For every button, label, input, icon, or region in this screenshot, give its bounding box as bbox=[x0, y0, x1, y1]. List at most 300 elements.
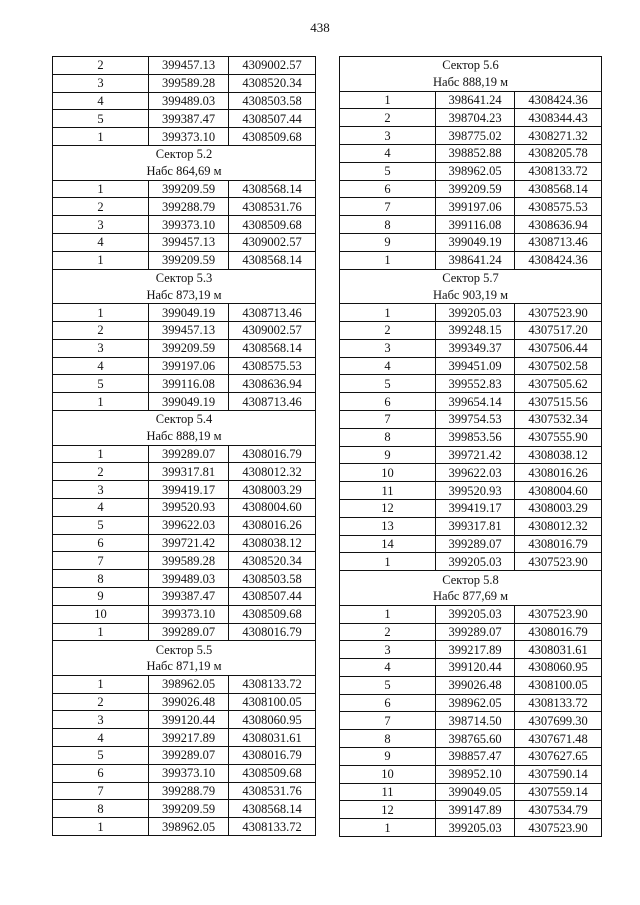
point-number: 8 bbox=[340, 730, 436, 748]
point-number: 12 bbox=[340, 499, 436, 517]
point-number: 3 bbox=[340, 641, 436, 659]
sector-title: Сектор 5.3 bbox=[53, 269, 316, 286]
x-coordinate: 399457.13 bbox=[149, 57, 229, 75]
point-number: 2 bbox=[53, 198, 149, 216]
table-row bbox=[53, 675, 316, 693]
sector-elevation: Набс 873,19 м bbox=[53, 286, 316, 303]
point-number: 2 bbox=[340, 623, 436, 641]
table-row bbox=[340, 180, 602, 198]
y-coordinate: 4307506.44 bbox=[515, 339, 602, 357]
point-number: 3 bbox=[53, 216, 149, 234]
x-coordinate: 398714.50 bbox=[436, 712, 515, 730]
table-row bbox=[53, 552, 316, 570]
x-coordinate: 399116.08 bbox=[436, 216, 515, 234]
y-coordinate: 4307523.90 bbox=[515, 819, 602, 837]
y-coordinate: 4308568.14 bbox=[229, 251, 316, 269]
table-row bbox=[340, 464, 602, 482]
x-coordinate: 399197.06 bbox=[149, 357, 229, 375]
table-row bbox=[340, 765, 602, 783]
x-coordinate: 399373.10 bbox=[149, 764, 229, 782]
x-coordinate: 399209.59 bbox=[149, 251, 229, 269]
table-row bbox=[340, 233, 602, 251]
y-coordinate: 4308509.68 bbox=[229, 605, 316, 623]
x-coordinate: 399489.03 bbox=[149, 570, 229, 588]
point-number: 13 bbox=[340, 517, 436, 535]
point-number: 3 bbox=[53, 339, 149, 357]
x-coordinate: 399373.10 bbox=[149, 216, 229, 234]
point-number: 2 bbox=[53, 693, 149, 711]
y-coordinate: 4307559.14 bbox=[515, 783, 602, 801]
table-row bbox=[340, 730, 602, 748]
sector-elevation-row bbox=[340, 286, 602, 303]
y-coordinate: 4307502.58 bbox=[515, 357, 602, 375]
sector-header-row bbox=[340, 571, 602, 588]
x-coordinate: 399489.03 bbox=[149, 92, 229, 110]
point-number: 2 bbox=[53, 57, 149, 75]
y-coordinate: 4308531.76 bbox=[229, 198, 316, 216]
point-number: 11 bbox=[340, 482, 436, 500]
x-coordinate: 399317.81 bbox=[436, 517, 515, 535]
point-number: 10 bbox=[53, 605, 149, 623]
y-coordinate: 4309002.57 bbox=[229, 321, 316, 339]
y-coordinate: 4308038.12 bbox=[229, 534, 316, 552]
point-number: 1 bbox=[340, 819, 436, 837]
point-number: 7 bbox=[340, 410, 436, 428]
y-coordinate: 4308016.79 bbox=[515, 623, 602, 641]
table-row bbox=[53, 729, 316, 747]
table-row bbox=[53, 57, 316, 75]
table-row bbox=[53, 747, 316, 765]
x-coordinate: 398952.10 bbox=[436, 765, 515, 783]
point-number: 2 bbox=[340, 109, 436, 127]
table-row bbox=[340, 109, 602, 127]
point-number: 9 bbox=[340, 233, 436, 251]
x-coordinate: 399622.03 bbox=[149, 516, 229, 534]
y-coordinate: 4308344.43 bbox=[515, 109, 602, 127]
x-coordinate: 399457.13 bbox=[149, 321, 229, 339]
x-coordinate: 398704.23 bbox=[436, 109, 515, 127]
point-number: 1 bbox=[53, 445, 149, 463]
table-row bbox=[53, 516, 316, 534]
table-row bbox=[340, 553, 602, 571]
table-row bbox=[340, 712, 602, 730]
x-coordinate: 398775.02 bbox=[436, 127, 515, 145]
point-number: 9 bbox=[340, 446, 436, 464]
point-number: 2 bbox=[340, 321, 436, 339]
x-coordinate: 399205.03 bbox=[436, 819, 515, 837]
x-coordinate: 399209.59 bbox=[149, 800, 229, 818]
sector-title: Сектор 5.2 bbox=[53, 145, 316, 162]
y-coordinate: 4308016.26 bbox=[515, 464, 602, 482]
point-number: 3 bbox=[340, 339, 436, 357]
point-number: 4 bbox=[340, 357, 436, 375]
y-coordinate: 4307699.30 bbox=[515, 712, 602, 730]
table-row bbox=[53, 570, 316, 588]
sector-title: Сектор 5.4 bbox=[53, 410, 316, 427]
table-row bbox=[340, 144, 602, 162]
table-row bbox=[53, 463, 316, 481]
y-coordinate: 4308503.58 bbox=[229, 92, 316, 110]
point-number: 3 bbox=[53, 74, 149, 92]
y-coordinate: 4308060.95 bbox=[229, 711, 316, 729]
point-number: 7 bbox=[53, 782, 149, 800]
table-row bbox=[53, 180, 316, 198]
point-number: 8 bbox=[53, 800, 149, 818]
y-coordinate: 4308016.79 bbox=[229, 623, 316, 641]
x-coordinate: 398852.88 bbox=[436, 144, 515, 162]
point-number: 5 bbox=[340, 162, 436, 180]
x-coordinate: 398641.24 bbox=[436, 91, 515, 109]
table-row bbox=[53, 251, 316, 269]
table-row bbox=[53, 74, 316, 92]
table-row bbox=[340, 748, 602, 766]
table-row bbox=[340, 819, 602, 837]
left-coordinate-table bbox=[52, 56, 316, 836]
point-number: 4 bbox=[340, 144, 436, 162]
point-number: 1 bbox=[340, 251, 436, 269]
point-number: 1 bbox=[340, 553, 436, 571]
point-number: 5 bbox=[53, 110, 149, 128]
point-number: 6 bbox=[340, 694, 436, 712]
point-number: 7 bbox=[340, 198, 436, 216]
x-coordinate: 399419.17 bbox=[436, 499, 515, 517]
table-row bbox=[340, 410, 602, 428]
sector-title: Сектор 5.6 bbox=[340, 57, 602, 74]
x-coordinate: 399289.07 bbox=[149, 445, 229, 463]
table-row bbox=[53, 764, 316, 782]
y-coordinate: 4308012.32 bbox=[229, 463, 316, 481]
sector-header-row bbox=[53, 145, 316, 162]
sector-elevation: Набс 877,69 м bbox=[340, 588, 602, 605]
table-row bbox=[53, 818, 316, 836]
point-number: 5 bbox=[340, 375, 436, 393]
point-number: 14 bbox=[340, 535, 436, 553]
x-coordinate: 399654.14 bbox=[436, 393, 515, 411]
y-coordinate: 4307515.56 bbox=[515, 393, 602, 411]
point-number: 4 bbox=[340, 659, 436, 677]
x-coordinate: 399026.48 bbox=[149, 693, 229, 711]
y-coordinate: 4309002.57 bbox=[229, 233, 316, 251]
y-coordinate: 4308509.68 bbox=[229, 764, 316, 782]
point-number: 1 bbox=[340, 605, 436, 623]
x-coordinate: 398962.05 bbox=[436, 694, 515, 712]
y-coordinate: 4308503.58 bbox=[229, 570, 316, 588]
x-coordinate: 399217.89 bbox=[436, 641, 515, 659]
table-row bbox=[53, 128, 316, 146]
x-coordinate: 399451.09 bbox=[436, 357, 515, 375]
point-number: 10 bbox=[340, 765, 436, 783]
x-coordinate: 399289.07 bbox=[436, 535, 515, 553]
table-row bbox=[53, 304, 316, 322]
table-row bbox=[53, 587, 316, 605]
table-row bbox=[340, 216, 602, 234]
point-number: 1 bbox=[53, 128, 149, 146]
y-coordinate: 4308004.60 bbox=[515, 482, 602, 500]
x-coordinate: 399288.79 bbox=[149, 782, 229, 800]
point-number: 5 bbox=[53, 516, 149, 534]
sector-title: Сектор 5.7 bbox=[340, 269, 602, 286]
x-coordinate: 398765.60 bbox=[436, 730, 515, 748]
sector-elevation-row bbox=[340, 588, 602, 605]
y-coordinate: 4308016.79 bbox=[515, 535, 602, 553]
y-coordinate: 4307517.20 bbox=[515, 321, 602, 339]
x-coordinate: 398962.05 bbox=[436, 162, 515, 180]
y-coordinate: 4308713.46 bbox=[229, 393, 316, 411]
sector-header-row bbox=[340, 269, 602, 286]
x-coordinate: 399589.28 bbox=[149, 74, 229, 92]
x-coordinate: 399589.28 bbox=[149, 552, 229, 570]
point-number: 8 bbox=[340, 428, 436, 446]
table-row bbox=[53, 711, 316, 729]
y-coordinate: 4308271.32 bbox=[515, 127, 602, 145]
x-coordinate: 399289.07 bbox=[436, 623, 515, 641]
x-coordinate: 399289.07 bbox=[149, 747, 229, 765]
y-coordinate: 4308100.05 bbox=[229, 693, 316, 711]
table-row bbox=[53, 92, 316, 110]
table-row bbox=[53, 605, 316, 623]
x-coordinate: 399120.44 bbox=[436, 659, 515, 677]
point-number: 1 bbox=[53, 304, 149, 322]
point-number: 4 bbox=[53, 498, 149, 516]
y-coordinate: 4308012.32 bbox=[515, 517, 602, 535]
x-coordinate: 399317.81 bbox=[149, 463, 229, 481]
y-coordinate: 4308205.78 bbox=[515, 144, 602, 162]
y-coordinate: 4309002.57 bbox=[229, 57, 316, 75]
point-number: 1 bbox=[340, 91, 436, 109]
y-coordinate: 4308060.95 bbox=[515, 659, 602, 677]
y-coordinate: 4308520.34 bbox=[229, 74, 316, 92]
table-row bbox=[340, 605, 602, 623]
y-coordinate: 4307505.62 bbox=[515, 375, 602, 393]
y-coordinate: 4308568.14 bbox=[515, 180, 602, 198]
y-coordinate: 4308016.79 bbox=[229, 747, 316, 765]
point-number: 1 bbox=[53, 251, 149, 269]
y-coordinate: 4307555.90 bbox=[515, 428, 602, 446]
x-coordinate: 399209.59 bbox=[149, 180, 229, 198]
y-coordinate: 4308520.34 bbox=[229, 552, 316, 570]
y-coordinate: 4308713.46 bbox=[515, 233, 602, 251]
table-row bbox=[53, 357, 316, 375]
point-number: 9 bbox=[53, 587, 149, 605]
point-number: 1 bbox=[340, 304, 436, 322]
table-row bbox=[340, 499, 602, 517]
x-coordinate: 399209.59 bbox=[436, 180, 515, 198]
x-coordinate: 399147.89 bbox=[436, 801, 515, 819]
x-coordinate: 399049.19 bbox=[149, 304, 229, 322]
x-coordinate: 399754.53 bbox=[436, 410, 515, 428]
y-coordinate: 4308424.36 bbox=[515, 251, 602, 269]
sector-elevation-row bbox=[53, 658, 316, 675]
y-coordinate: 4307627.65 bbox=[515, 748, 602, 766]
table-row bbox=[340, 357, 602, 375]
y-coordinate: 4308133.72 bbox=[229, 675, 316, 693]
point-number: 3 bbox=[340, 127, 436, 145]
y-coordinate: 4308509.68 bbox=[229, 216, 316, 234]
point-number: 1 bbox=[53, 623, 149, 641]
y-coordinate: 4307534.79 bbox=[515, 801, 602, 819]
sector-title: Сектор 5.8 bbox=[340, 571, 602, 588]
y-coordinate: 4308003.29 bbox=[229, 481, 316, 499]
x-coordinate: 399373.10 bbox=[149, 605, 229, 623]
point-number: 5 bbox=[340, 676, 436, 694]
y-coordinate: 4308568.14 bbox=[229, 800, 316, 818]
point-number: 3 bbox=[53, 481, 149, 499]
table-row bbox=[53, 534, 316, 552]
y-coordinate: 4308424.36 bbox=[515, 91, 602, 109]
table-row bbox=[340, 198, 602, 216]
y-coordinate: 4308031.61 bbox=[229, 729, 316, 747]
table-row bbox=[53, 393, 316, 411]
table-row bbox=[340, 393, 602, 411]
y-coordinate: 4308003.29 bbox=[515, 499, 602, 517]
table-row bbox=[53, 233, 316, 251]
table-row bbox=[53, 445, 316, 463]
x-coordinate: 398641.24 bbox=[436, 251, 515, 269]
table-row bbox=[340, 251, 602, 269]
y-coordinate: 4308031.61 bbox=[515, 641, 602, 659]
y-coordinate: 4308038.12 bbox=[515, 446, 602, 464]
table-row bbox=[53, 800, 316, 818]
point-number: 8 bbox=[340, 216, 436, 234]
table-row bbox=[340, 801, 602, 819]
sector-elevation-row bbox=[340, 74, 602, 91]
table-row bbox=[53, 321, 316, 339]
sector-header-row bbox=[340, 57, 602, 74]
sector-header-row bbox=[53, 641, 316, 658]
table-row bbox=[53, 375, 316, 393]
y-coordinate: 4308531.76 bbox=[229, 782, 316, 800]
x-coordinate: 399120.44 bbox=[149, 711, 229, 729]
y-coordinate: 4308016.79 bbox=[229, 445, 316, 463]
table-row bbox=[340, 535, 602, 553]
sector-elevation: Набс 888,19 м bbox=[53, 428, 316, 445]
sector-elevation-row bbox=[53, 163, 316, 180]
x-coordinate: 398857.47 bbox=[436, 748, 515, 766]
point-number: 4 bbox=[53, 729, 149, 747]
table-row bbox=[340, 428, 602, 446]
y-coordinate: 4308507.44 bbox=[229, 110, 316, 128]
point-number: 5 bbox=[53, 375, 149, 393]
x-coordinate: 399622.03 bbox=[436, 464, 515, 482]
x-coordinate: 399520.93 bbox=[149, 498, 229, 516]
y-coordinate: 4308713.46 bbox=[229, 304, 316, 322]
table-row bbox=[340, 162, 602, 180]
right-coordinate-table bbox=[339, 56, 602, 837]
sector-elevation-row bbox=[53, 286, 316, 303]
x-coordinate: 399552.83 bbox=[436, 375, 515, 393]
table-row bbox=[340, 339, 602, 357]
point-number: 12 bbox=[340, 801, 436, 819]
table-row bbox=[340, 482, 602, 500]
x-coordinate: 399288.79 bbox=[149, 198, 229, 216]
x-coordinate: 399387.47 bbox=[149, 110, 229, 128]
y-coordinate: 4307590.14 bbox=[515, 765, 602, 783]
table-row bbox=[340, 659, 602, 677]
y-coordinate: 4307523.90 bbox=[515, 605, 602, 623]
table-row bbox=[53, 498, 316, 516]
table-row bbox=[340, 321, 602, 339]
x-coordinate: 399289.07 bbox=[149, 623, 229, 641]
table-row bbox=[53, 110, 316, 128]
x-coordinate: 399217.89 bbox=[149, 729, 229, 747]
table-row bbox=[53, 693, 316, 711]
table-row bbox=[53, 782, 316, 800]
point-number: 3 bbox=[53, 711, 149, 729]
y-coordinate: 4308568.14 bbox=[229, 339, 316, 357]
y-coordinate: 4308509.68 bbox=[229, 128, 316, 146]
point-number: 1 bbox=[53, 818, 149, 836]
page-number: 438 bbox=[310, 20, 330, 35]
table-row bbox=[340, 783, 602, 801]
point-number: 2 bbox=[53, 321, 149, 339]
y-coordinate: 4308636.94 bbox=[229, 375, 316, 393]
y-coordinate: 4308100.05 bbox=[515, 676, 602, 694]
x-coordinate: 399387.47 bbox=[149, 587, 229, 605]
x-coordinate: 399116.08 bbox=[149, 375, 229, 393]
x-coordinate: 399248.15 bbox=[436, 321, 515, 339]
point-number: 2 bbox=[53, 463, 149, 481]
y-coordinate: 4308636.94 bbox=[515, 216, 602, 234]
table-row bbox=[340, 517, 602, 535]
y-coordinate: 4307532.34 bbox=[515, 410, 602, 428]
point-number: 4 bbox=[53, 92, 149, 110]
x-coordinate: 399026.48 bbox=[436, 676, 515, 694]
sector-elevation: Набс 903,19 м bbox=[340, 286, 602, 303]
point-number: 8 bbox=[53, 570, 149, 588]
x-coordinate: 399457.13 bbox=[149, 233, 229, 251]
table-row bbox=[53, 216, 316, 234]
table-row bbox=[340, 446, 602, 464]
x-coordinate: 398962.05 bbox=[149, 818, 229, 836]
x-coordinate: 399419.17 bbox=[149, 481, 229, 499]
sector-header-row bbox=[53, 410, 316, 427]
point-number: 4 bbox=[53, 357, 149, 375]
table-row bbox=[340, 694, 602, 712]
sector-elevation-row bbox=[53, 428, 316, 445]
x-coordinate: 399049.19 bbox=[149, 393, 229, 411]
point-number: 6 bbox=[340, 180, 436, 198]
sector-title: Сектор 5.5 bbox=[53, 641, 316, 658]
y-coordinate: 4308004.60 bbox=[229, 498, 316, 516]
point-number: 1 bbox=[53, 180, 149, 198]
x-coordinate: 399205.03 bbox=[436, 605, 515, 623]
table-row bbox=[340, 91, 602, 109]
point-number: 11 bbox=[340, 783, 436, 801]
sector-elevation: Набс 864,69 м bbox=[53, 163, 316, 180]
x-coordinate: 399349.37 bbox=[436, 339, 515, 357]
point-number: 6 bbox=[53, 534, 149, 552]
x-coordinate: 399853.56 bbox=[436, 428, 515, 446]
point-number: 6 bbox=[53, 764, 149, 782]
y-coordinate: 4308575.53 bbox=[229, 357, 316, 375]
table-row bbox=[340, 304, 602, 322]
x-coordinate: 399049.19 bbox=[436, 233, 515, 251]
point-number: 1 bbox=[53, 675, 149, 693]
y-coordinate: 4308568.14 bbox=[229, 180, 316, 198]
table-row bbox=[340, 623, 602, 641]
y-coordinate: 4308507.44 bbox=[229, 587, 316, 605]
y-coordinate: 4308016.26 bbox=[229, 516, 316, 534]
point-number: 7 bbox=[53, 552, 149, 570]
y-coordinate: 4308133.72 bbox=[515, 694, 602, 712]
point-number: 6 bbox=[340, 393, 436, 411]
y-coordinate: 4307671.48 bbox=[515, 730, 602, 748]
y-coordinate: 4308575.53 bbox=[515, 198, 602, 216]
table-row bbox=[340, 676, 602, 694]
x-coordinate: 399205.03 bbox=[436, 553, 515, 571]
x-coordinate: 399197.06 bbox=[436, 198, 515, 216]
table-row bbox=[53, 339, 316, 357]
